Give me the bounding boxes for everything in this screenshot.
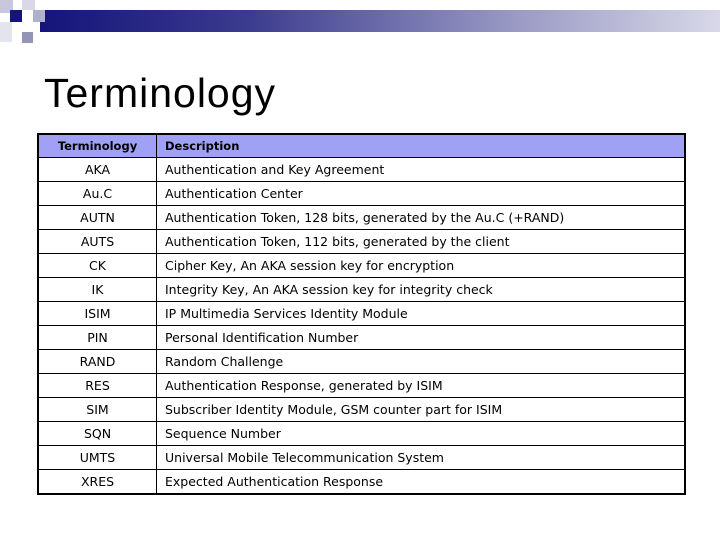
description-cell: Authentication Token, 112 bits, generated by the client xyxy=(157,230,686,254)
term-cell: AUTN xyxy=(38,206,157,230)
table-row xyxy=(38,230,685,254)
description-cell: Authentication and Key Agreement xyxy=(157,158,686,182)
term-cell: SIM xyxy=(38,398,157,422)
description-cell: Expected Authentication Response xyxy=(157,470,686,495)
description-cell: Authentication Token, 128 bits, generated by the Au.C (+RAND) xyxy=(157,206,686,230)
decor-square xyxy=(22,0,35,10)
table-row xyxy=(38,446,685,470)
table-row xyxy=(38,326,685,350)
term-cell: ISIM xyxy=(38,302,157,326)
table-row xyxy=(38,278,685,302)
table-row xyxy=(38,254,685,278)
description-cell: Subscriber Identity Module, GSM counter part for ISIM xyxy=(157,398,686,422)
term-cell: CK xyxy=(38,254,157,278)
decor-square xyxy=(10,10,22,22)
decor-square xyxy=(22,32,33,43)
table-row xyxy=(38,182,685,206)
term-cell: RAND xyxy=(38,350,157,374)
term-cell: XRES xyxy=(38,470,157,495)
table-row xyxy=(38,350,685,374)
description-cell: Integrity Key, An AKA session key for integrity check xyxy=(157,278,686,302)
table-row xyxy=(38,158,685,182)
description-cell: Universal Mobile Telecommunication System xyxy=(157,446,686,470)
description-cell: Authentication Response, generated by ISIM xyxy=(157,374,686,398)
term-cell: PIN xyxy=(38,326,157,350)
header-banner xyxy=(40,10,720,32)
header-description: Description xyxy=(157,134,686,158)
table-row xyxy=(38,374,685,398)
description-cell: Random Challenge xyxy=(157,350,686,374)
table-header xyxy=(38,134,685,158)
term-cell: SQN xyxy=(38,422,157,446)
description-cell: Cipher Key, An AKA session key for encryption xyxy=(157,254,686,278)
table-row xyxy=(38,422,685,446)
description-cell: Authentication Center xyxy=(157,182,686,206)
table-row xyxy=(38,398,685,422)
description-cell: Personal Identification Number xyxy=(157,326,686,350)
decor-square xyxy=(0,22,12,42)
table-row xyxy=(38,206,685,230)
description-cell: Sequence Number xyxy=(157,422,686,446)
term-cell: AUTS xyxy=(38,230,157,254)
table-row xyxy=(38,470,685,495)
decor-square xyxy=(33,10,45,22)
term-cell: UMTS xyxy=(38,446,157,470)
terminology-table xyxy=(37,133,686,495)
term-cell: RES xyxy=(38,374,157,398)
description-cell: IP Multimedia Services Identity Module xyxy=(157,302,686,326)
term-cell: IK xyxy=(38,278,157,302)
term-cell: Au.C xyxy=(38,182,157,206)
term-cell: AKA xyxy=(38,158,157,182)
header-terminology: Terminology xyxy=(38,134,157,158)
table-row xyxy=(38,302,685,326)
page-title: Terminology xyxy=(44,70,277,116)
